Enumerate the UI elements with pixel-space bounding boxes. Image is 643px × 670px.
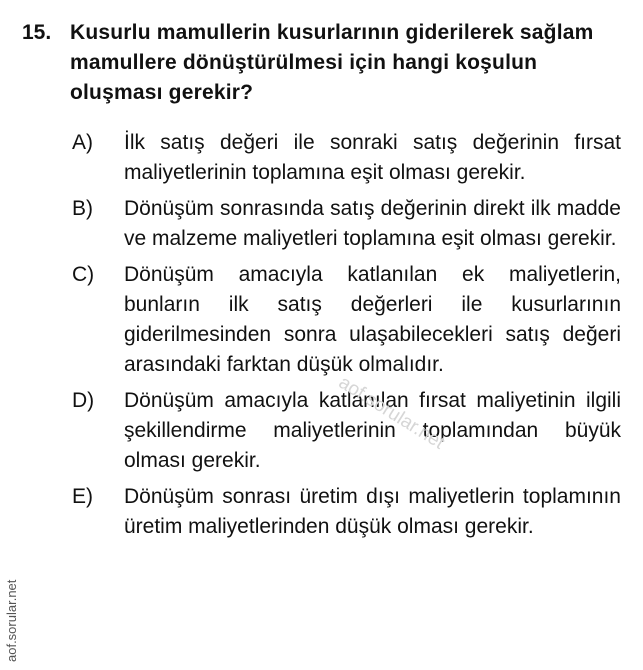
option-text: Dönüşüm sonrası üretim dışı maliyetlerin toplamının üretim maliyetlerinden düşük olması gerekir.	[124, 485, 621, 538]
option-a[interactable]	[72, 128, 621, 188]
question-text: Kusurlu mamullerin kusurlarının giderilerek sağlam mamullere dönüştürülmesi için hangi koşulun oluşması gerekir?	[70, 21, 594, 104]
option-text: Dönüşüm amacıyla katlanılan ek maliyetlerin, bunların ilk satış değerleri ile kusurlarının giderilmesinden sonra ulaşabilecekleri satış değeri arasındaki farktan düşük olmalıdır.	[124, 263, 621, 376]
option-letter: A)	[72, 131, 93, 154]
option-text: İlk satış değeri ile sonraki satış değerinin fırsat maliyetlerinin toplamına eşit olması gerekir.	[124, 131, 621, 184]
side-watermark: aof.sorular.net	[4, 579, 19, 662]
option-letter: C)	[72, 263, 95, 286]
option-text: Dönüşüm sonrasında satış değerinin direkt ilk madde ve malzeme maliyetleri toplamına eşit olması gerekir.	[124, 197, 621, 250]
option-b[interactable]	[72, 194, 621, 254]
option-text: Dönüşüm amacıyla katlanılan fırsat maliyetinin ilgili şekillendirme maliyetlerinin toplamından büyük olması gerekir.	[124, 389, 621, 472]
question-block	[22, 18, 622, 108]
diagonal-watermark: aof.sorular.net	[334, 372, 449, 454]
option-letter: B)	[72, 197, 93, 220]
option-letter: E)	[72, 485, 93, 508]
answer-options	[72, 128, 621, 548]
option-letter: D)	[72, 389, 95, 412]
option-d[interactable]	[72, 386, 621, 476]
question-number: 15.	[22, 21, 52, 44]
option-c[interactable]	[72, 260, 621, 380]
option-e[interactable]	[72, 482, 621, 542]
